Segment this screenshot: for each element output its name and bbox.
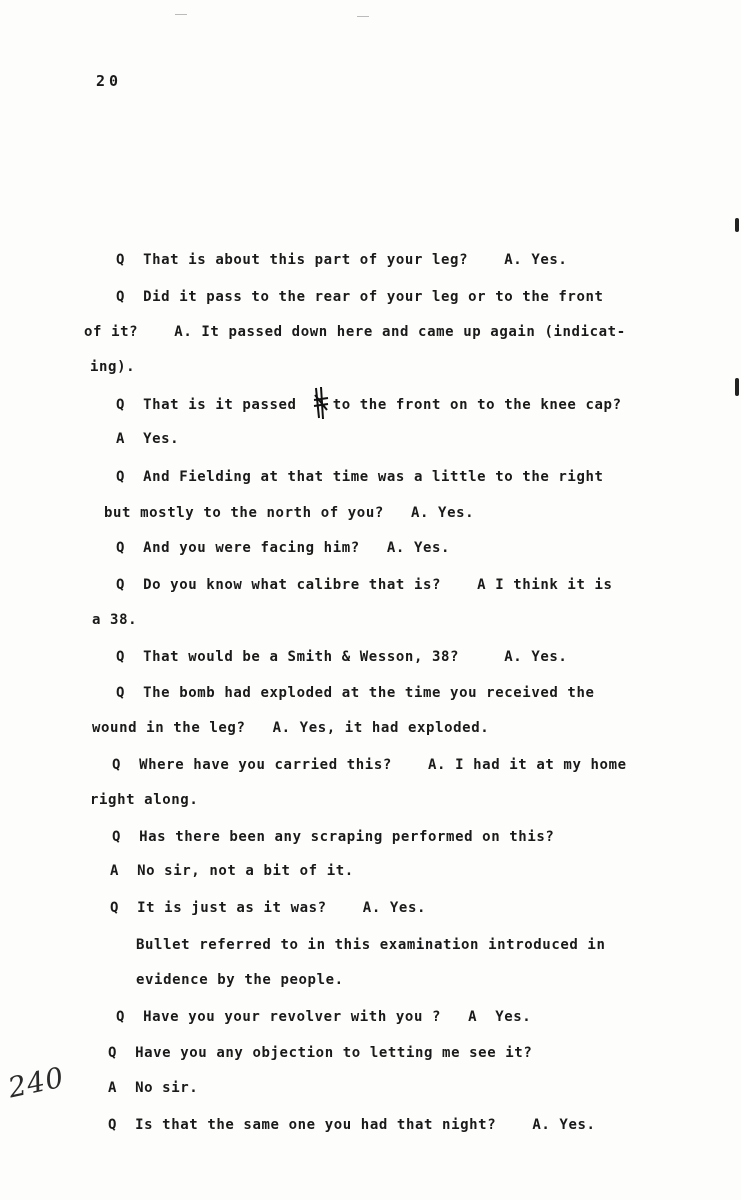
handwritten-page-annotation: 240 (5, 1060, 68, 1105)
transcript-line: Q Has there been any scraping performed on this? (112, 829, 555, 845)
exhibit-note: Bullet referred to in this examination introduced in (136, 937, 606, 953)
transcript-line: but mostly to the north of you? A. Yes. (104, 505, 475, 521)
exhibit-note: evidence by the people. (136, 972, 344, 988)
transcript-line: right along. (90, 792, 199, 808)
transcript-line: of it? A. It passed down here and came up again (indicat- (84, 324, 626, 340)
page-number: 20 (96, 72, 123, 90)
transcript-line: Q The bomb had exploded at the time you received the (116, 685, 595, 701)
transcript-line: Q Is that the same one you had that night? A. Yes. (108, 1117, 596, 1133)
transcript-line: wound in the leg? A. Yes, it had exploded. (92, 720, 490, 736)
transcript-line: A No sir, not a bit of it. (110, 863, 354, 879)
transcript-line: Q That would be a Smith & Wesson, 38? A. Yes. (116, 649, 568, 665)
transcript-line: A Yes. (116, 431, 180, 447)
transcript-line: Q It is just as it was? A. Yes. (110, 900, 427, 916)
scan-smudge (175, 14, 187, 21)
transcript-line: Q Have you any objection to letting me see it? (108, 1045, 533, 1061)
transcript-line: Q That is it passed to the front on to the knee cap? (116, 397, 622, 413)
transcript-line: Q That is about this part of your leg? A. Yes. (116, 252, 568, 268)
handwritten-strikeout (313, 386, 329, 420)
transcript-line: Q Where have you carried this? A. I had it at my home (112, 757, 627, 773)
transcript-line: a 38. (92, 612, 138, 628)
transcript-line: Q And Fielding at that time was a little to the right (116, 469, 604, 485)
edge-mark (735, 218, 739, 232)
transcript-line: Q Do you know what calibre that is? A I think it is (116, 577, 613, 593)
transcript-line: ing). (90, 359, 136, 375)
scan-smudge (357, 16, 369, 23)
transcript-line: Q Have you your revolver with you ? A Yes. (116, 1009, 532, 1025)
transcript-line: A No sir. (108, 1080, 199, 1096)
transcript-line: Q Did it pass to the rear of your leg or to the front (116, 289, 604, 305)
edge-mark (735, 378, 739, 396)
transcript-line: Q And you were facing him? A. Yes. (116, 540, 451, 556)
